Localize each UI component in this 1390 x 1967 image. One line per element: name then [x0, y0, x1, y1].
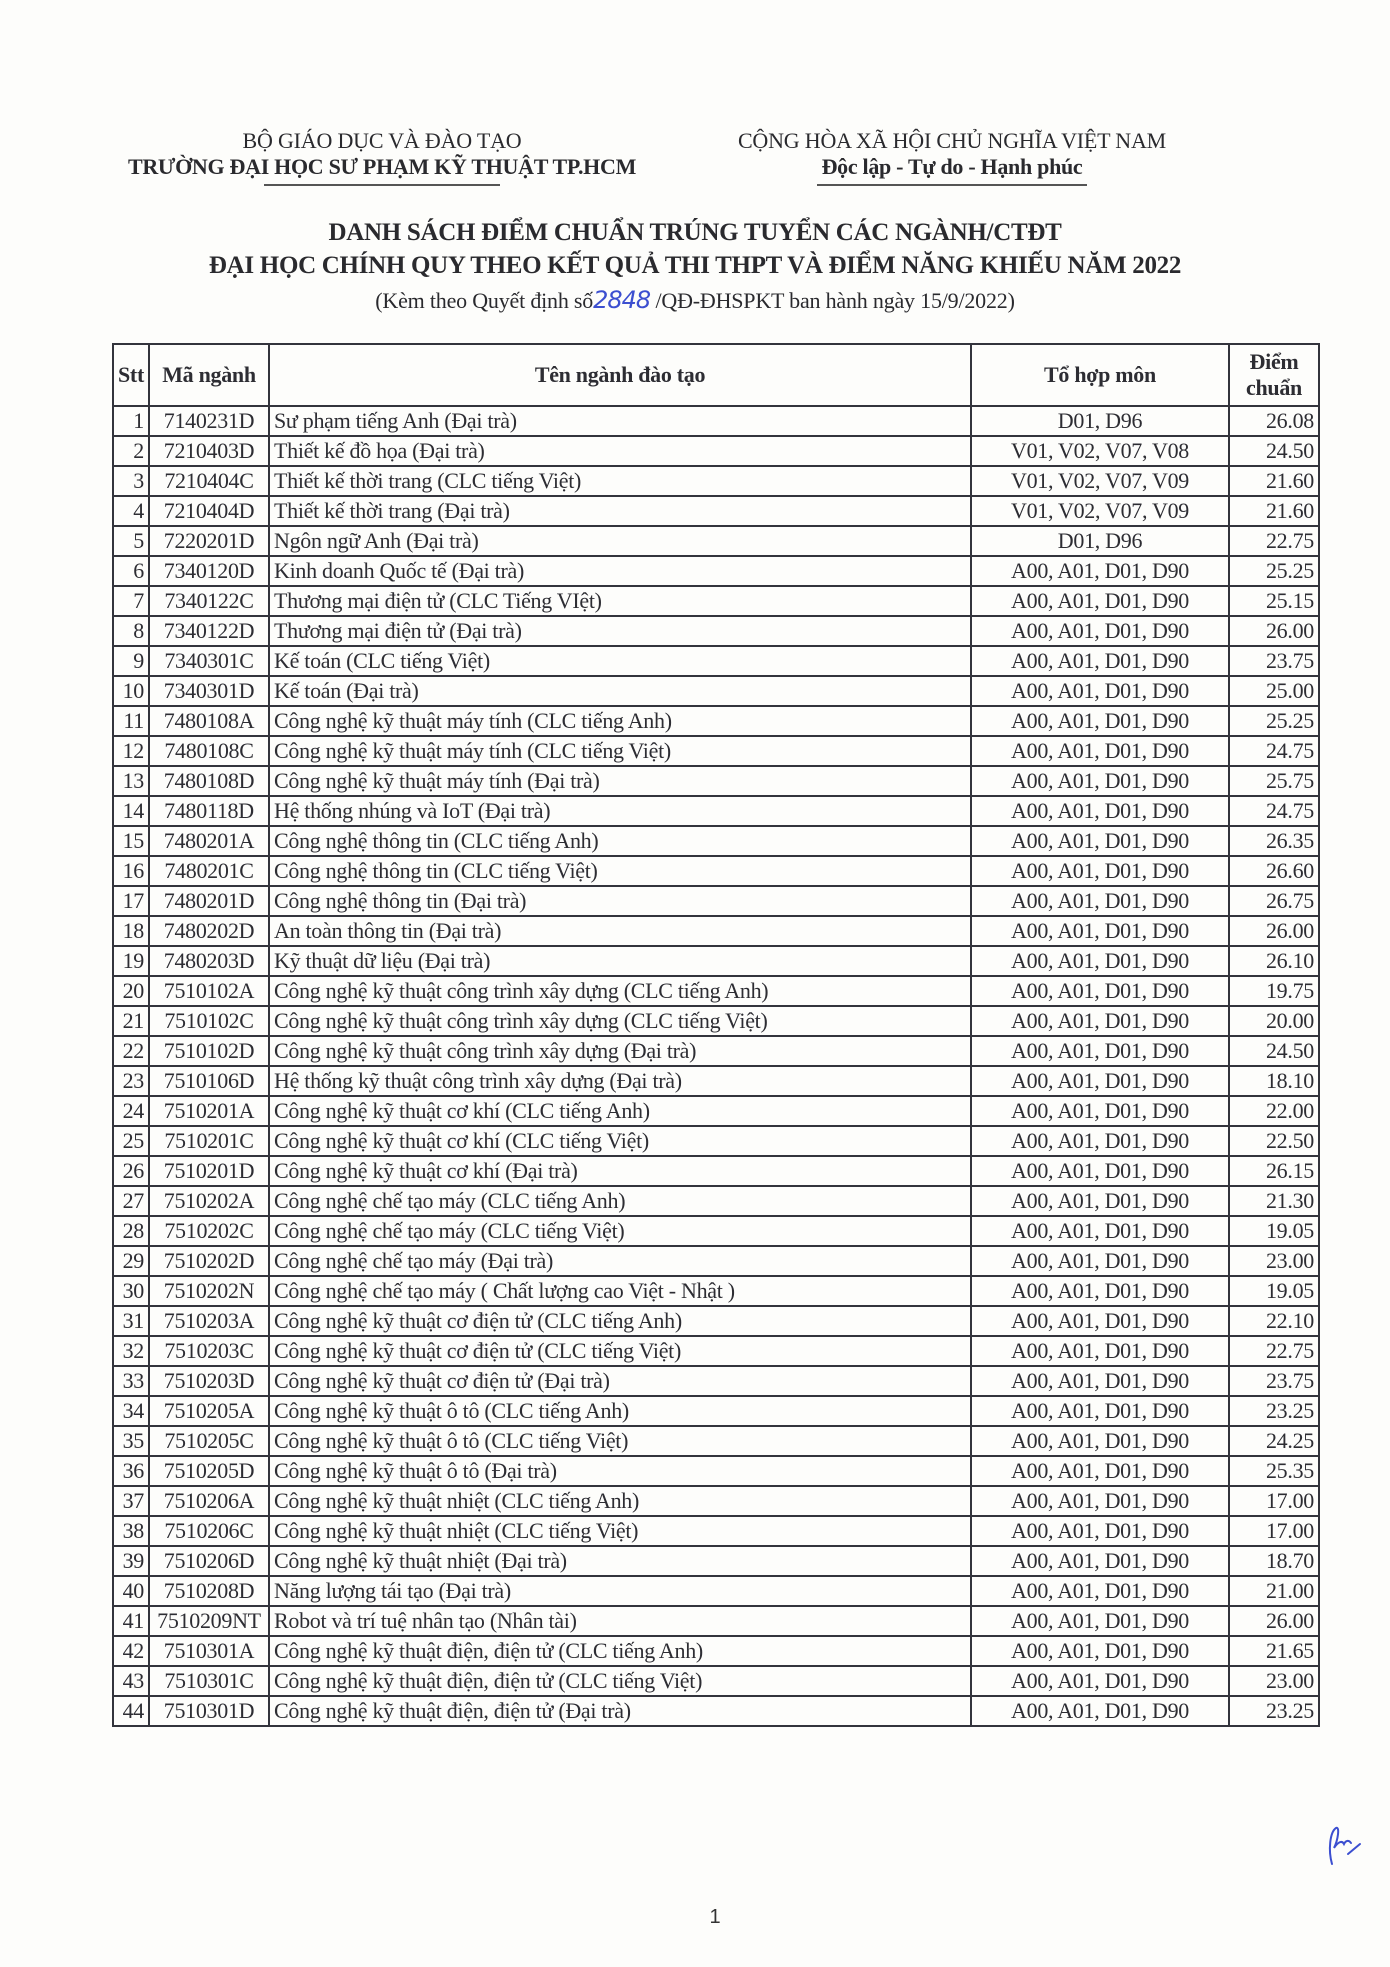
row-code: 7510301D: [149, 1696, 269, 1726]
col-header-code: Mã ngành: [149, 344, 269, 406]
row-stt: 20: [113, 976, 149, 1006]
row-program-name: Kỹ thuật dữ liệu (Đại trà): [269, 946, 971, 976]
row-program-name: Công nghệ kỹ thuật máy tính (Đại trà): [269, 766, 971, 796]
row-subject-combo: A00, A01, D01, D90: [971, 1216, 1229, 1246]
table-row: [113, 616, 1319, 646]
row-program-name: Sư phạm tiếng Anh (Đại trà): [269, 406, 971, 436]
row-code: 7510203A: [149, 1306, 269, 1336]
col-header-combo: Tổ hợp môn: [971, 344, 1229, 406]
row-subject-combo: A00, A01, D01, D90: [971, 1486, 1229, 1516]
row-code: 7480201D: [149, 886, 269, 916]
row-subject-combo: V01, V02, V07, V09: [971, 466, 1229, 496]
row-code: 7140231D: [149, 406, 269, 436]
row-code: 7340122D: [149, 616, 269, 646]
row-subject-combo: A00, A01, D01, D90: [971, 976, 1229, 1006]
row-subject-combo: A00, A01, D01, D90: [971, 1366, 1229, 1396]
row-cutoff-score: 22.00: [1229, 1096, 1319, 1126]
row-subject-combo: A00, A01, D01, D90: [971, 646, 1229, 676]
row-code: 7510106D: [149, 1066, 269, 1096]
row-program-name: Công nghệ kỹ thuật nhiệt (Đại trà): [269, 1546, 971, 1576]
row-subject-combo: A00, A01, D01, D90: [971, 1306, 1229, 1336]
table-row: [113, 706, 1319, 736]
row-code: 7510202A: [149, 1186, 269, 1216]
row-subject-combo: A00, A01, D01, D90: [971, 1006, 1229, 1036]
table-row: [113, 796, 1319, 826]
row-subject-combo: A00, A01, D01, D90: [971, 1396, 1229, 1426]
row-code: 7340122C: [149, 586, 269, 616]
row-cutoff-score: 26.60: [1229, 856, 1319, 886]
row-program-name: Robot và trí tuệ nhân tạo (Nhân tài): [269, 1606, 971, 1636]
row-cutoff-score: 24.50: [1229, 1036, 1319, 1066]
table-row: [113, 1546, 1319, 1576]
table-row: [113, 436, 1319, 466]
row-cutoff-score: 26.10: [1229, 946, 1319, 976]
row-program-name: Hệ thống nhúng và IoT (Đại trà): [269, 796, 971, 826]
row-stt: 26: [113, 1156, 149, 1186]
row-subject-combo: A00, A01, D01, D90: [971, 1456, 1229, 1486]
row-code: 7510202C: [149, 1216, 269, 1246]
row-stt: 30: [113, 1276, 149, 1306]
row-program-name: Công nghệ kỹ thuật máy tính (CLC tiếng Anh): [269, 706, 971, 736]
row-cutoff-score: 25.75: [1229, 766, 1319, 796]
row-cutoff-score: 20.00: [1229, 1006, 1319, 1036]
row-stt: 41: [113, 1606, 149, 1636]
row-subject-combo: A00, A01, D01, D90: [971, 1336, 1229, 1366]
row-cutoff-score: 21.60: [1229, 496, 1319, 526]
row-stt: 35: [113, 1426, 149, 1456]
row-stt: 31: [113, 1306, 149, 1336]
row-code: 7510202D: [149, 1246, 269, 1276]
row-subject-combo: A00, A01, D01, D90: [971, 1666, 1229, 1696]
row-subject-combo: A00, A01, D01, D90: [971, 796, 1229, 826]
row-cutoff-score: 21.65: [1229, 1636, 1319, 1666]
row-program-name: Công nghệ kỹ thuật công trình xây dựng (CLC tiếng Việt): [269, 1006, 971, 1036]
row-code: 7510202N: [149, 1276, 269, 1306]
row-program-name: Công nghệ kỹ thuật điện, điện tử (CLC tiếng Anh): [269, 1636, 971, 1666]
row-code: 7210404D: [149, 496, 269, 526]
national-motto: Độc lập - Tự do - Hạnh phúc: [821, 154, 1083, 179]
row-subject-combo: A00, A01, D01, D90: [971, 676, 1229, 706]
row-program-name: Thương mại điện tử (CLC Tiếng VIệt): [269, 586, 971, 616]
row-program-name: Công nghệ kỹ thuật ô tô (CLC tiếng Việt): [269, 1426, 971, 1456]
row-subject-combo: A00, A01, D01, D90: [971, 1516, 1229, 1546]
row-subject-combo: A00, A01, D01, D90: [971, 1246, 1229, 1276]
row-cutoff-score: 26.00: [1229, 1606, 1319, 1636]
row-program-name: Công nghệ thông tin (Đại trà): [269, 886, 971, 916]
row-stt: 11: [113, 706, 149, 736]
table-row: [113, 1396, 1319, 1426]
row-cutoff-score: 25.15: [1229, 586, 1319, 616]
row-subject-combo: A00, A01, D01, D90: [971, 886, 1229, 916]
row-cutoff-score: 26.00: [1229, 616, 1319, 646]
row-code: 7210403D: [149, 436, 269, 466]
table-row: [113, 496, 1319, 526]
col-header-name: Tên ngành đào tạo: [269, 344, 971, 406]
subtitle-prefix: (Kèm theo Quyết định số: [375, 288, 594, 313]
row-stt: 39: [113, 1546, 149, 1576]
row-cutoff-score: 17.00: [1229, 1486, 1319, 1516]
row-stt: 27: [113, 1186, 149, 1216]
table-row: [113, 826, 1319, 856]
row-subject-combo: A00, A01, D01, D90: [971, 706, 1229, 736]
row-code: 7340301D: [149, 676, 269, 706]
row-program-name: Hệ thống kỹ thuật công trình xây dựng (Đại trà): [269, 1066, 971, 1096]
table-row: [113, 1456, 1319, 1486]
row-cutoff-score: 26.15: [1229, 1156, 1319, 1186]
row-cutoff-score: 17.00: [1229, 1516, 1319, 1546]
row-subject-combo: D01, D96: [971, 526, 1229, 556]
table-row: [113, 1516, 1319, 1546]
row-code: 7340301C: [149, 646, 269, 676]
row-cutoff-score: 21.30: [1229, 1186, 1319, 1216]
row-subject-combo: A00, A01, D01, D90: [971, 1606, 1229, 1636]
row-cutoff-score: 24.75: [1229, 796, 1319, 826]
row-stt: 14: [113, 796, 149, 826]
row-cutoff-score: 21.60: [1229, 466, 1319, 496]
row-code: 7480202D: [149, 916, 269, 946]
table-row: [113, 676, 1319, 706]
row-subject-combo: A00, A01, D01, D90: [971, 1096, 1229, 1126]
row-stt: 13: [113, 766, 149, 796]
row-program-name: Công nghệ kỹ thuật ô tô (Đại trà): [269, 1456, 971, 1486]
row-subject-combo: A00, A01, D01, D90: [971, 1186, 1229, 1216]
row-program-name: Công nghệ kỹ thuật cơ điện tử (Đại trà): [269, 1366, 971, 1396]
table-row: [113, 1576, 1319, 1606]
row-subject-combo: A00, A01, D01, D90: [971, 856, 1229, 886]
row-program-name: Công nghệ kỹ thuật điện, điện tử (CLC tiếng Việt): [269, 1666, 971, 1696]
ministry-name: BỘ GIÁO DỤC VÀ ĐÀO TẠO: [242, 128, 522, 153]
row-stt: 42: [113, 1636, 149, 1666]
row-subject-combo: V01, V02, V07, V08: [971, 436, 1229, 466]
row-stt: 38: [113, 1516, 149, 1546]
table-row: [113, 586, 1319, 616]
row-subject-combo: A00, A01, D01, D90: [971, 1426, 1229, 1456]
row-cutoff-score: 26.35: [1229, 826, 1319, 856]
row-program-name: Công nghệ kỹ thuật cơ khí (CLC tiếng Anh): [269, 1096, 971, 1126]
row-code: 7210404C: [149, 466, 269, 496]
row-code: 7480118D: [149, 796, 269, 826]
table-row: [113, 1306, 1319, 1336]
document-title-line2: ĐẠI HỌC CHÍNH QUY THEO KẾT QUẢ THI THPT VÀ ĐIỂM NĂNG KHIẾU NĂM 2022: [208, 252, 1182, 279]
row-stt: 18: [113, 916, 149, 946]
row-cutoff-score: 19.05: [1229, 1276, 1319, 1306]
row-program-name: Công nghệ kỹ thuật cơ khí (Đại trà): [269, 1156, 971, 1186]
row-stt: 12: [113, 736, 149, 766]
row-code: 7510206C: [149, 1516, 269, 1546]
row-cutoff-score: 22.50: [1229, 1126, 1319, 1156]
ministry-header: [112, 128, 652, 186]
row-program-name: Công nghệ thông tin (CLC tiếng Việt): [269, 856, 971, 886]
row-stt: 28: [113, 1216, 149, 1246]
row-code: 7480108A: [149, 706, 269, 736]
row-subject-combo: A00, A01, D01, D90: [971, 946, 1229, 976]
row-stt: 29: [113, 1246, 149, 1276]
row-code: 7480108D: [149, 766, 269, 796]
row-subject-combo: A00, A01, D01, D90: [971, 1636, 1229, 1666]
row-cutoff-score: 22.75: [1229, 1336, 1319, 1366]
row-stt: 2: [113, 436, 149, 466]
row-cutoff-score: 21.00: [1229, 1576, 1319, 1606]
row-code: 7510201D: [149, 1156, 269, 1186]
row-stt: 10: [113, 676, 149, 706]
row-program-name: An toàn thông tin (Đại trà): [269, 916, 971, 946]
row-cutoff-score: 23.25: [1229, 1696, 1319, 1726]
row-code: 7510205A: [149, 1396, 269, 1426]
table-row: [113, 406, 1319, 436]
row-cutoff-score: 19.05: [1229, 1216, 1319, 1246]
row-subject-combo: A00, A01, D01, D90: [971, 616, 1229, 646]
handwritten-decision-number: 2848: [593, 286, 651, 314]
row-code: 7510102A: [149, 976, 269, 1006]
row-cutoff-score: 22.10: [1229, 1306, 1319, 1336]
table-row: [113, 1426, 1319, 1456]
col-header-stt: Stt: [113, 344, 149, 406]
header-divider: [264, 184, 500, 186]
row-code: 7510205D: [149, 1456, 269, 1486]
row-program-name: Thương mại điện tử (Đại trà): [269, 616, 971, 646]
table-row: [113, 916, 1319, 946]
row-program-name: Kế toán (CLC tiếng Việt): [269, 646, 971, 676]
row-program-name: Công nghệ kỹ thuật nhiệt (CLC tiếng Anh): [269, 1486, 971, 1516]
row-subject-combo: A00, A01, D01, D90: [971, 736, 1229, 766]
row-stt: 33: [113, 1366, 149, 1396]
row-stt: 34: [113, 1396, 149, 1426]
row-stt: 1: [113, 406, 149, 436]
row-cutoff-score: 25.00: [1229, 676, 1319, 706]
row-cutoff-score: 26.00: [1229, 916, 1319, 946]
table-row: [113, 1666, 1319, 1696]
row-stt: 15: [113, 826, 149, 856]
table-row: [113, 1156, 1319, 1186]
row-code: 7510203D: [149, 1366, 269, 1396]
table-row: [113, 886, 1319, 916]
row-code: 7480201A: [149, 826, 269, 856]
motto-divider: [817, 184, 1087, 186]
row-subject-combo: A00, A01, D01, D90: [971, 586, 1229, 616]
row-subject-combo: A00, A01, D01, D90: [971, 1576, 1229, 1606]
row-stt: 22: [113, 1036, 149, 1066]
row-program-name: Công nghệ chế tạo máy ( Chất lượng cao Việt - Nhật ): [269, 1276, 971, 1306]
national-header: [722, 128, 1182, 186]
row-program-name: Công nghệ thông tin (CLC tiếng Anh): [269, 826, 971, 856]
row-code: 7510102D: [149, 1036, 269, 1066]
row-stt: 43: [113, 1666, 149, 1696]
row-subject-combo: A00, A01, D01, D90: [971, 1126, 1229, 1156]
row-cutoff-score: 26.08: [1229, 406, 1319, 436]
row-stt: 5: [113, 526, 149, 556]
row-code: 7510209NT: [149, 1606, 269, 1636]
row-stt: 19: [113, 946, 149, 976]
table-row: [113, 1036, 1319, 1066]
row-code: 7510205C: [149, 1426, 269, 1456]
row-cutoff-score: 23.75: [1229, 646, 1319, 676]
row-program-name: Thiết kế thời trang (CLC tiếng Việt): [269, 466, 971, 496]
row-stt: 4: [113, 496, 149, 526]
row-cutoff-score: 19.75: [1229, 976, 1319, 1006]
row-program-name: Công nghệ kỹ thuật công trình xây dựng (CLC tiếng Anh): [269, 976, 971, 1006]
table-row: [113, 1636, 1319, 1666]
table-row: [113, 766, 1319, 796]
row-code: 7480201C: [149, 856, 269, 886]
row-code: 7510201A: [149, 1096, 269, 1126]
table-row: [113, 1486, 1319, 1516]
row-program-name: Công nghệ kỹ thuật ô tô (CLC tiếng Anh): [269, 1396, 971, 1426]
row-program-name: Kinh doanh Quốc tế (Đại trà): [269, 556, 971, 586]
page-number: 1: [709, 1906, 721, 1928]
row-cutoff-score: 24.25: [1229, 1426, 1319, 1456]
row-subject-combo: A00, A01, D01, D90: [971, 766, 1229, 796]
col-header-score: [1229, 344, 1319, 406]
row-stt: 25: [113, 1126, 149, 1156]
row-program-name: Thiết kế đồ họa (Đại trà): [269, 436, 971, 466]
row-cutoff-score: 26.75: [1229, 886, 1319, 916]
row-program-name: Công nghệ kỹ thuật cơ khí (CLC tiếng Việt): [269, 1126, 971, 1156]
row-program-name: Kế toán (Đại trà): [269, 676, 971, 706]
row-stt: 16: [113, 856, 149, 886]
col-header-score-line2: chuẩn: [1246, 375, 1302, 400]
table-row: [113, 1246, 1319, 1276]
row-cutoff-score: 25.25: [1229, 556, 1319, 586]
row-subject-combo: A00, A01, D01, D90: [971, 1036, 1229, 1066]
table-row: [113, 1366, 1319, 1396]
row-program-name: Công nghệ kỹ thuật cơ điện tử (CLC tiếng Việt): [269, 1336, 971, 1366]
row-subject-combo: A00, A01, D01, D90: [971, 556, 1229, 586]
table-row: [113, 1186, 1319, 1216]
row-cutoff-score: 18.70: [1229, 1546, 1319, 1576]
row-subject-combo: A00, A01, D01, D90: [971, 916, 1229, 946]
row-stt: 36: [113, 1456, 149, 1486]
table-row: [113, 526, 1319, 556]
table-row: [113, 946, 1319, 976]
row-code: 7510206A: [149, 1486, 269, 1516]
cutoff-score-table: [112, 343, 1320, 1727]
table-row: [113, 556, 1319, 586]
row-stt: 23: [113, 1066, 149, 1096]
row-stt: 3: [113, 466, 149, 496]
table-row: [113, 1606, 1319, 1636]
row-code: 7510208D: [149, 1576, 269, 1606]
row-code: 7220201D: [149, 526, 269, 556]
row-cutoff-score: 23.00: [1229, 1666, 1319, 1696]
row-code: 7340120D: [149, 556, 269, 586]
table-row: [113, 1126, 1319, 1156]
row-code: 7510301C: [149, 1666, 269, 1696]
row-cutoff-score: 23.00: [1229, 1246, 1319, 1276]
row-code: 7480108C: [149, 736, 269, 766]
row-cutoff-score: 18.10: [1229, 1066, 1319, 1096]
row-subject-combo: D01, D96: [971, 406, 1229, 436]
row-program-name: Năng lượng tái tạo (Đại trà): [269, 1576, 971, 1606]
table-row: [113, 1096, 1319, 1126]
row-program-name: Công nghệ kỹ thuật cơ điện tử (CLC tiếng Anh): [269, 1306, 971, 1336]
table-row: [113, 856, 1319, 886]
row-program-name: Công nghệ kỹ thuật công trình xây dựng (Đại trà): [269, 1036, 971, 1066]
table-row: [113, 646, 1319, 676]
row-code: 7510301A: [149, 1636, 269, 1666]
row-subject-combo: A00, A01, D01, D90: [971, 1156, 1229, 1186]
row-cutoff-score: 24.50: [1229, 436, 1319, 466]
row-stt: 24: [113, 1096, 149, 1126]
row-stt: 37: [113, 1486, 149, 1516]
row-code: 7510206D: [149, 1546, 269, 1576]
row-subject-combo: A00, A01, D01, D90: [971, 826, 1229, 856]
col-header-score-line1: Điểm: [1249, 349, 1299, 374]
row-cutoff-score: 23.25: [1229, 1396, 1319, 1426]
row-code: 7510201C: [149, 1126, 269, 1156]
row-stt: 21: [113, 1006, 149, 1036]
row-program-name: Công nghệ chế tạo máy (CLC tiếng Việt): [269, 1216, 971, 1246]
row-stt: 8: [113, 616, 149, 646]
row-cutoff-score: 22.75: [1229, 526, 1319, 556]
row-subject-combo: A00, A01, D01, D90: [971, 1066, 1229, 1096]
table-row: [113, 1216, 1319, 1246]
table-row: [113, 736, 1319, 766]
table-row: [113, 1336, 1319, 1366]
table-header-row: [113, 344, 1319, 406]
table-row: [113, 1006, 1319, 1036]
row-program-name: Công nghệ chế tạo máy (Đại trà): [269, 1246, 971, 1276]
row-stt: 7: [113, 586, 149, 616]
table-body: [113, 406, 1319, 1726]
row-program-name: Công nghệ kỹ thuật điện, điện tử (Đại trà): [269, 1696, 971, 1726]
row-program-name: Ngôn ngữ Anh (Đại trà): [269, 526, 971, 556]
table-row: [113, 1696, 1319, 1726]
university-name: TRƯỜNG ĐẠI HỌC SƯ PHẠM KỸ THUẬT TP.HCM: [127, 154, 637, 179]
row-code: 7480203D: [149, 946, 269, 976]
subtitle-suffix: /QĐ-ĐHSPKT ban hành ngày 15/9/2022): [650, 288, 1015, 313]
table-row: [113, 976, 1319, 1006]
document-title-line1: DANH SÁCH ĐIỂM CHUẨN TRÚNG TUYỂN CÁC NGÀNH/CTĐT: [328, 219, 1062, 246]
signature-initials-icon: [1318, 1820, 1368, 1870]
row-program-name: Công nghệ kỹ thuật nhiệt (CLC tiếng Việt): [269, 1516, 971, 1546]
row-program-name: Thiết kế thời trang (Đại trà): [269, 496, 971, 526]
table-row: [113, 1276, 1319, 1306]
row-cutoff-score: 24.75: [1229, 736, 1319, 766]
row-cutoff-score: 23.75: [1229, 1366, 1319, 1396]
row-stt: 40: [113, 1576, 149, 1606]
row-stt: 9: [113, 646, 149, 676]
row-program-name: Công nghệ chế tạo máy (CLC tiếng Anh): [269, 1186, 971, 1216]
row-stt: 44: [113, 1696, 149, 1726]
row-stt: 6: [113, 556, 149, 586]
table-row: [113, 1066, 1319, 1096]
row-subject-combo: A00, A01, D01, D90: [971, 1696, 1229, 1726]
row-stt: 17: [113, 886, 149, 916]
country-name: CỘNG HÒA XÃ HỘI CHỦ NGHĨA VIỆT NAM: [737, 128, 1167, 153]
decision-reference: [0, 286, 1390, 315]
row-program-name: Công nghệ kỹ thuật máy tính (CLC tiếng Việt): [269, 736, 971, 766]
row-stt: 32: [113, 1336, 149, 1366]
row-subject-combo: A00, A01, D01, D90: [971, 1546, 1229, 1576]
row-subject-combo: A00, A01, D01, D90: [971, 1276, 1229, 1306]
row-cutoff-score: 25.35: [1229, 1456, 1319, 1486]
table-row: [113, 466, 1319, 496]
row-code: 7510203C: [149, 1336, 269, 1366]
row-subject-combo: V01, V02, V07, V09: [971, 496, 1229, 526]
row-cutoff-score: 25.25: [1229, 706, 1319, 736]
row-code: 7510102C: [149, 1006, 269, 1036]
